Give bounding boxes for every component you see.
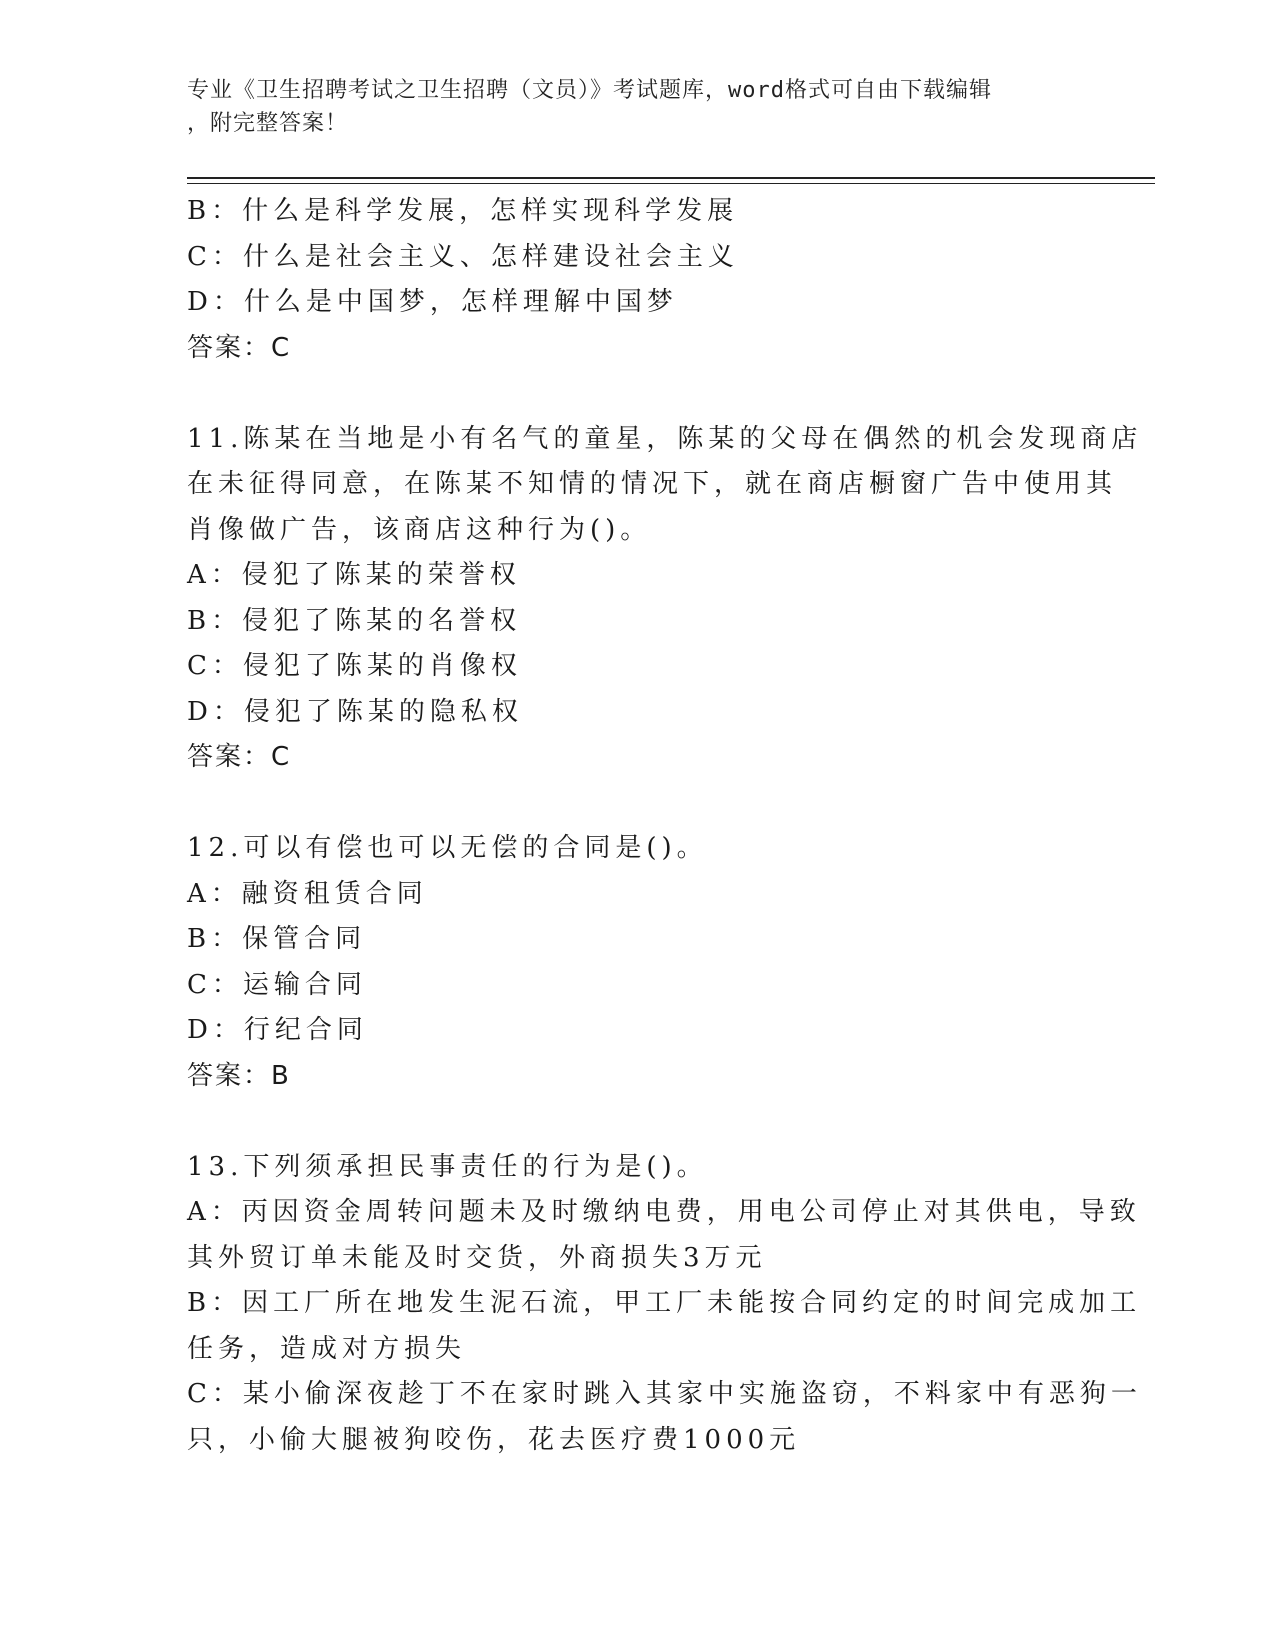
option-c: C：运输合同 <box>187 969 367 1000</box>
option-c: C：侵犯了陈某的肖像权 <box>187 651 522 681</box>
question-11 <box>187 417 1143 781</box>
question-13 <box>187 1145 1142 1464</box>
question-stem-line: 在未征得同意，在陈某不知情的情况下，就在商店橱窗广告中使用其 <box>187 469 1118 499</box>
spacer <box>187 1099 1087 1145</box>
question-stem-line: 13.下列须承担民事责任的行为是()。 <box>187 1151 708 1182</box>
option-c: C：什么是社会主义、怎样建设社会主义 <box>187 241 739 272</box>
answer-line: 答案：B <box>187 1060 291 1091</box>
spacer <box>187 371 1087 417</box>
question-stem-line: 11.陈某在当地是小有名气的童星，陈某的父母在偶然的机会发现商店 <box>187 423 1143 454</box>
option-c-continued: 只，小偷大腿被狗咬伤，花去医疗费1000元 <box>187 1424 801 1455</box>
question-12 <box>187 826 1087 1099</box>
option-b: B：什么是科学发展，怎样实现科学发展 <box>187 196 739 226</box>
spacer <box>187 781 1087 827</box>
answer-line: 答案：C <box>187 742 292 772</box>
header-divider-thin <box>187 183 1155 184</box>
option-b: B：保管合同 <box>187 924 367 954</box>
header-line-1: 专业《卫生招聘考试之卫生招聘（文员）》考试题库，word格式可自由下载编辑 <box>187 78 992 103</box>
option-a: A：融资租赁合同 <box>187 878 428 909</box>
option-d: D：什么是中国梦，怎样理解中国梦 <box>187 287 678 317</box>
header-line-2: ，附完整答案！ <box>187 111 349 136</box>
option-d: D：行纪合同 <box>187 1015 368 1045</box>
option-a: A：丙因资金周转问题未及时缴纳电费，用电公司停止对其供电，导致 <box>187 1197 1141 1227</box>
document-header <box>187 74 1067 140</box>
prev-question <box>187 189 1087 371</box>
question-stem-line: 肖像做广告，该商店这种行为()。 <box>187 514 652 545</box>
question-stem-line: 12.可以有偿也可以无偿的合同是()。 <box>187 833 708 863</box>
option-b: B：因工厂所在地发生泥石流，甲工厂未能按合同约定的时间完成加工 <box>187 1288 1142 1318</box>
option-c: C：某小偷深夜趁丁不在家时跳入其家中实施盗窃，不料家中有恶狗一 <box>187 1379 1142 1409</box>
question-content <box>187 189 1143 1463</box>
option-d: D：侵犯了陈某的隐私权 <box>187 696 523 727</box>
answer-line: 答案：C <box>187 332 292 363</box>
option-b-continued: 任务，造成对方损失 <box>187 1333 467 1364</box>
header-divider-thick <box>187 177 1155 179</box>
option-a-continued: 其外贸订单未能及时交货，外商损失3万元 <box>187 1242 767 1273</box>
option-a: A：侵犯了陈某的荣誉权 <box>187 560 521 590</box>
option-b: B：侵犯了陈某的名誉权 <box>187 605 522 636</box>
